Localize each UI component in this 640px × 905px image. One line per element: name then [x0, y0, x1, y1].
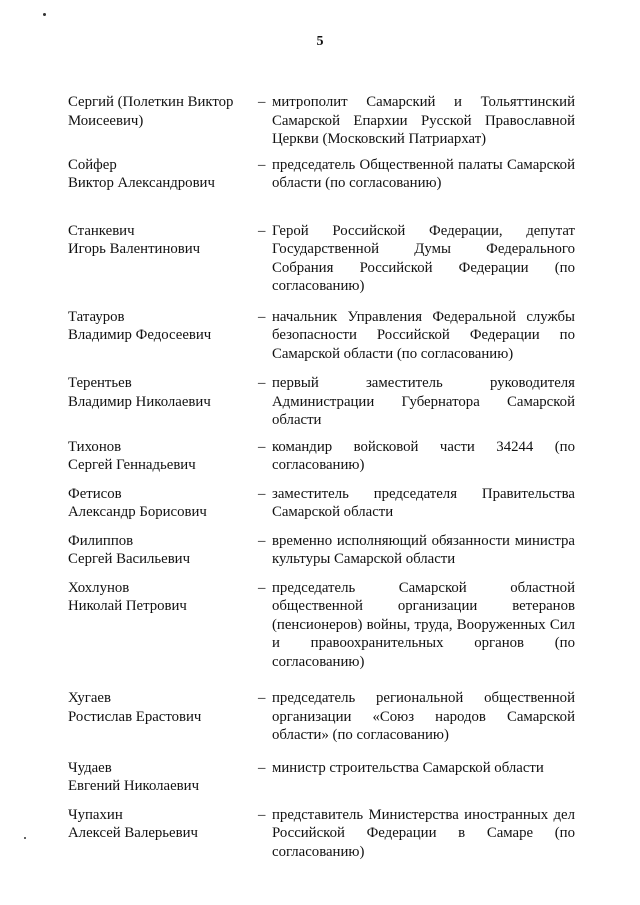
dash-separator: –: [258, 485, 266, 502]
member-name: Сергий (Полеткин Виктор Моисеевич): [68, 94, 234, 129]
member-name: Станкевич Игорь Валентинович: [68, 222, 201, 257]
member-name: Чудаев Евгений Николаевич: [68, 759, 200, 794]
list-item: [68, 93, 580, 149]
member-role: митрополит Самарский и Тольяттинский Самарской Епархии Русской Православной Церкви (Московский Патриархат): [272, 94, 575, 147]
dash-separator: –: [258, 375, 266, 391]
member-name: Тихонов Сергей Геннадьевич: [68, 438, 196, 473]
list-item: [68, 374, 580, 430]
member-name: Чупахин Алексей Валерьевич: [68, 806, 198, 841]
list-item: [68, 532, 580, 569]
list-item: [68, 689, 580, 745]
member-role: заместитель председателя Правительства Самарской области: [272, 485, 575, 520]
member-role: председатель Самарской областной общественной организации ветеранов (пенсионеров) войны, труда, Вооруженных Сил и правоохранительных органов (по согласованию): [272, 579, 575, 670]
member-role: временно исполняющий обязанности министра культуры Самарской области: [272, 532, 575, 567]
list-item: [68, 806, 580, 862]
list-item: [68, 579, 580, 672]
dash-separator: –: [258, 156, 266, 173]
list-item: [68, 308, 580, 364]
member-name: Татауров Владимир Федосеевич: [68, 308, 212, 343]
dash-separator: –: [258, 806, 266, 823]
member-role: председатель региональной общественной организации «Союз народов Самарской области» (по согласованию): [272, 690, 575, 743]
member-name: Филиппов Сергей Васильевич: [68, 532, 191, 567]
dash-separator: –: [258, 690, 266, 706]
member-name: Хохлунов Николай Петрович: [68, 579, 187, 614]
list-item: [68, 222, 580, 296]
list-item: [68, 438, 580, 475]
member-role: министр строительства Самарской области: [272, 759, 544, 776]
member-role: представитель Министерства иностранных дел Российской Федерации в Самаре (по согласованию): [272, 806, 575, 860]
member-name: Хугаев Ростислав Ерастович: [68, 690, 202, 725]
dash-separator: –: [258, 759, 266, 776]
member-role: председатель Общественной палаты Самарской области (по согласованию): [272, 156, 575, 191]
page-number: 5: [316, 34, 324, 49]
dash-separator: –: [258, 438, 266, 455]
scan-speck: [43, 13, 46, 16]
dash-separator: –: [258, 94, 266, 110]
list-item: [68, 485, 580, 522]
dash-separator: –: [258, 222, 266, 239]
list-item: [68, 156, 580, 193]
member-list: [68, 93, 580, 861]
scan-speck: [24, 837, 26, 839]
member-name: Фетисов Александр Борисович: [68, 485, 207, 520]
member-name: Сойфер Виктор Александрович: [68, 156, 215, 191]
member-role: Герой Российской Федерации, депутат Государственной Думы Федерального Собрания Российской Федерации (по согласованию): [272, 222, 575, 294]
dash-separator: –: [258, 532, 266, 549]
dash-separator: –: [258, 579, 266, 596]
list-item: [68, 759, 580, 796]
member-role: начальник Управления Федеральной службы безопасности Российской Федерации по Самарской области (по согласованию): [272, 308, 575, 362]
member-name: Терентьев Владимир Николаевич: [68, 375, 211, 410]
dash-separator: –: [258, 308, 266, 325]
member-role: командир войсковой части 34244 (по согласованию): [272, 438, 575, 473]
member-role: первый заместитель руководителя Администрации Губернатора Самарской области: [272, 375, 575, 428]
